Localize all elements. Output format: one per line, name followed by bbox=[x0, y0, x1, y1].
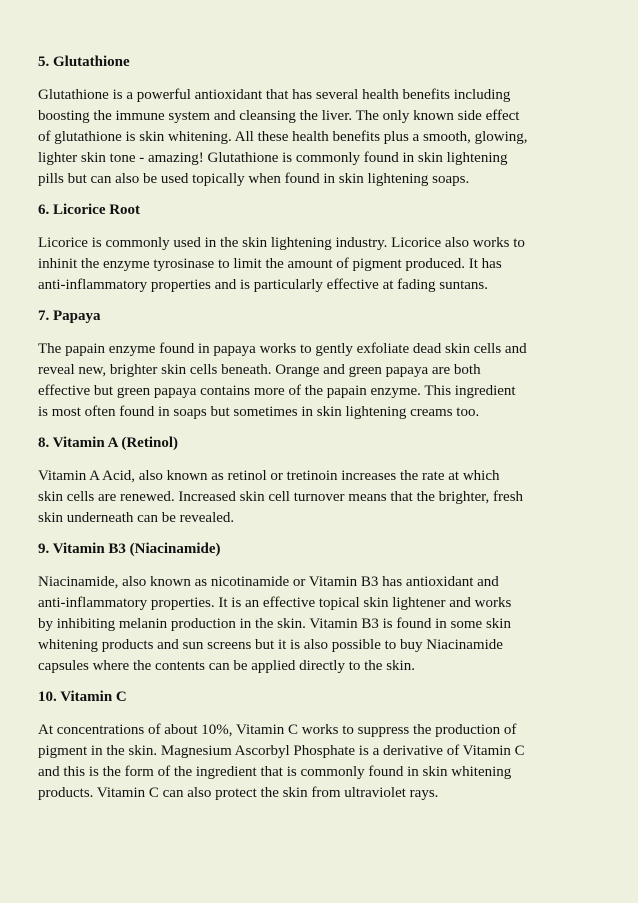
paragraph-line: effective but green papaya contains more of the papain enzyme. This ingredient bbox=[38, 383, 516, 399]
section-licorice-root bbox=[38, 200, 600, 296]
paragraph-line: pigment in the skin. Magnesium Ascorbyl Phosphate is a derivative of Vitamin C bbox=[38, 743, 525, 759]
paragraph-line: lighter skin tone - amazing! Glutathione is commonly found in skin lightening bbox=[38, 150, 508, 166]
paragraph-line: Glutathione is a powerful antioxidant that has several health benefits including bbox=[38, 87, 511, 103]
section-vitamin-b3 bbox=[38, 539, 600, 677]
section-heading: 5. Glutathione bbox=[38, 54, 130, 70]
paragraph-line: skin cells are renewed. Increased skin cell turnover means that the brighter, fresh bbox=[38, 489, 524, 505]
paragraph-line: skin underneath can be revealed. bbox=[38, 510, 235, 526]
section-heading: 7. Papaya bbox=[38, 308, 101, 324]
section-papaya bbox=[38, 306, 600, 423]
paragraph-line: anti-inflammatory properties. It is an effective topical skin lightener and works bbox=[38, 595, 512, 611]
paragraph-line: and this is the form of the ingredient that is commonly found in skin whitening bbox=[38, 764, 512, 780]
paragraph-line: pills but can also be used topically when found in skin lightening soaps. bbox=[38, 171, 470, 187]
paragraph-line: capsules where the contents can be applied directly to the skin. bbox=[38, 658, 415, 674]
section-heading: 6. Licorice Root bbox=[38, 202, 141, 218]
paragraph-line: products. Vitamin C can also protect the skin from ultraviolet rays. bbox=[38, 785, 439, 801]
paragraph-line: inhinit the enzyme tyrosinase to limit the amount of pigment produced. It has bbox=[38, 256, 502, 272]
paragraph-line: is most often found in soaps but sometimes in skin lightening creams too. bbox=[38, 404, 480, 420]
section-vitamin-c bbox=[38, 687, 600, 804]
section-vitamin-a bbox=[38, 433, 600, 529]
paragraph-line: Vitamin A Acid, also known as retinol or tretinoin increases the rate at which bbox=[38, 468, 500, 484]
section-heading: 9. Vitamin B3 (Niacinamide) bbox=[38, 541, 221, 557]
section-paragraph bbox=[38, 85, 600, 190]
section-paragraph bbox=[38, 466, 600, 529]
paragraph-line: Licorice is commonly used in the skin lightening industry. Licorice also works to bbox=[38, 235, 525, 251]
document-content bbox=[38, 52, 600, 814]
paragraph-line: The papain enzyme found in papaya works to gently exfoliate dead skin cells and bbox=[38, 341, 527, 357]
paragraph-line: reveal new, brighter skin cells beneath. Orange and green papaya are both bbox=[38, 362, 481, 378]
section-paragraph bbox=[38, 233, 600, 296]
section-paragraph bbox=[38, 339, 600, 423]
paragraph-line: of glutathione is skin whitening. All these health benefits plus a smooth, glowing, bbox=[38, 129, 528, 145]
section-glutathione bbox=[38, 52, 600, 190]
paragraph-line: At concentrations of about 10%, Vitamin C works to suppress the production of bbox=[38, 722, 517, 738]
section-paragraph bbox=[38, 720, 600, 804]
paragraph-line: by inhibiting melanin production in the skin. Vitamin B3 is found in some skin bbox=[38, 616, 511, 632]
paragraph-line: Niacinamide, also known as nicotinamide or Vitamin B3 has antioxidant and bbox=[38, 574, 499, 590]
section-heading: 8. Vitamin A (Retinol) bbox=[38, 435, 179, 451]
paragraph-line: whitening products and sun screens but it is also possible to buy Niacinamide bbox=[38, 637, 503, 653]
paragraph-line: anti-inflammatory properties and is particularly effective at fading suntans. bbox=[38, 277, 488, 293]
section-heading: 10. Vitamin C bbox=[38, 689, 127, 705]
section-paragraph bbox=[38, 572, 600, 677]
paragraph-line: boosting the immune system and cleansing the liver. The only known side effect bbox=[38, 108, 520, 124]
